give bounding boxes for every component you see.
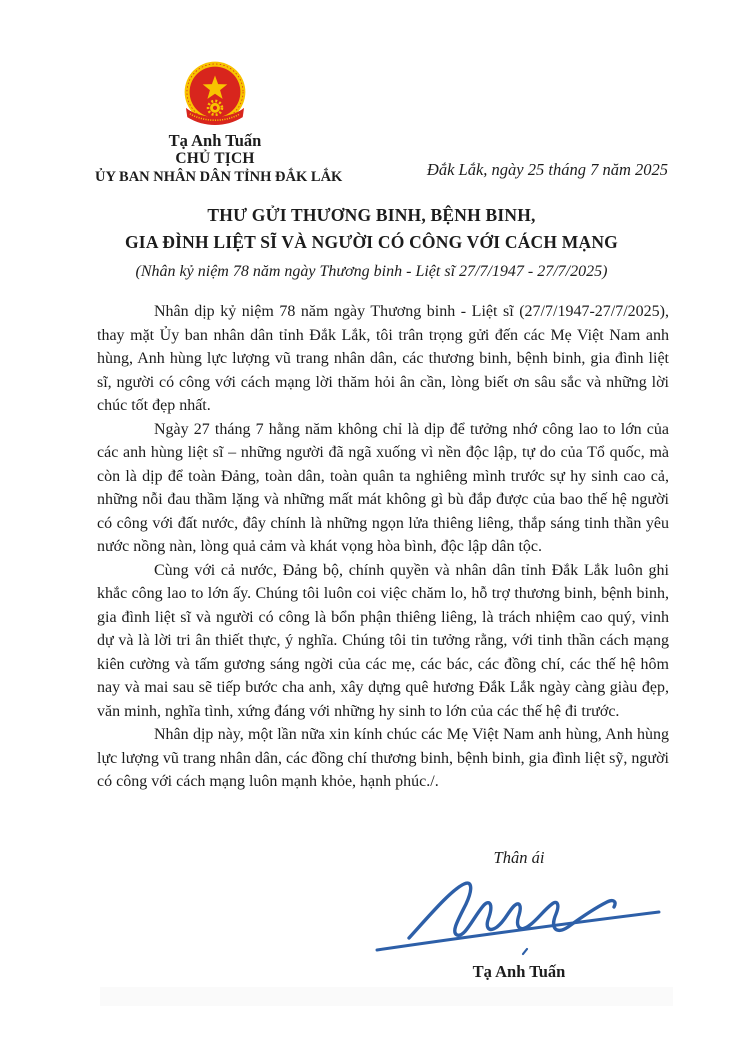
letter-subtitle: (Nhân kỷ niệm 78 năm ngày Thương binh - Liệt sĩ 27/7/1947 - 27/7/2025)	[135, 263, 608, 280]
body-paragraph: Ngày 27 tháng 7 hằng năm không chỉ là dịp để tưởng nhớ công lao to lớn của các anh hùng liệt sĩ – những người đã ngã xuống vì nền độc lập, tự do của Tổ quốc, mà còn là dịp để toàn Đảng, toàn dân, toàn quân ta nghiêng mình trước sự hy sinh cao cả, những nỗi đau thầm lặng và những mất mát không gì bù đắp được của bao thế hệ người có công với đất nước, đây chính là những ngọn lửa thiêng liêng, thắp sáng tinh thần yêu nước nồng nàn, lòng quả cảm và khát vọng hòa bình, độc lập dân tộc.	[97, 420, 669, 555]
letter-body	[97, 300, 669, 794]
letterhead-signer-block	[95, 60, 343, 186]
letterhead-signer-name: Tạ Anh Tuấn	[168, 131, 262, 150]
body-paragraph: Nhân dịp kỷ niệm 78 năm ngày Thương binh - Liệt sĩ (27/7/1947-27/7/2025), thay mặt Ủy ban nhân dân tỉnh Đắk Lắk, tôi trân trọng gửi đến các Mẹ Việt Nam anh hùng, Anh hùng lực lượng vũ trang nhân dân, các thương binh, bệnh binh, gia đình liệt sĩ, người có công với cách mạng lời thăm hỏi ân cần, lòng biết ơn sâu sắc và những lời chúc tốt đẹp nhất.	[97, 303, 669, 414]
closing-block	[368, 848, 670, 982]
letterhead-signer-title: CHỦ TỊCH	[175, 150, 255, 168]
body-paragraph: Cùng với cả nước, Đảng bộ, chính quyền và nhân dân tỉnh Đắk Lắk luôn ghi khắc công lao to lớn ấy. Chúng tôi luôn coi việc chăm lo, hỗ trợ thương binh, bệnh binh, gia đình liệt sĩ và người có công là bổn phận thiêng liêng, là trách nhiệm cao quý, vinh dự và là lời tri ân thiết thực, ý nghĩa. Chúng tôi tin tưởng rằng, với tinh thần cách mạng kiên cường và tấm gương sáng ngời của các mẹ, các bác, các đồng chí, các thế hệ hôm nay và mai sau sẽ tiếp bước cha anh, xây dựng quê hương Đắk Lắk ngày càng giàu đẹp, văn minh, nghĩa tình, xứng đáng với những hy sinh to lớn của các thế hệ đi trước.	[97, 561, 669, 720]
dateline: Đắk Lắk, ngày 25 tháng 7 năm 2025	[426, 160, 668, 179]
body-paragraph: Nhân dịp này, một lần nữa xin kính chúc các Mẹ Việt Nam anh hùng, Anh hùng lực lượng vũ trang nhân dân, các đồng chí thương binh, bệnh binh, gia đình liệt sỹ, người có công với cách mạng luôn mạnh khỏe, hạnh phúc./.	[97, 726, 669, 790]
letterhead-organization: ỦY BAN NHÂN DÂN TỈNH ĐẮK LẮK	[95, 168, 343, 185]
letter-title-block	[0, 202, 743, 285]
closing-signer-name: Tạ Anh Tuấn	[472, 962, 566, 981]
closing-salutation: Thân ái	[493, 848, 545, 867]
scan-shadow-band	[100, 987, 673, 1006]
letter-title-line-1: THƯ GỬI THƯƠNG BINH, BỆNH BINH,	[207, 205, 536, 225]
handwritten-signature-icon	[368, 874, 670, 960]
vietnam-national-emblem-icon	[182, 60, 248, 128]
letter-title-line-2: GIA ĐÌNH LIỆT SĨ VÀ NGƯỜI CÓ CÔNG VỚI CÁCH MẠNG	[125, 232, 618, 252]
